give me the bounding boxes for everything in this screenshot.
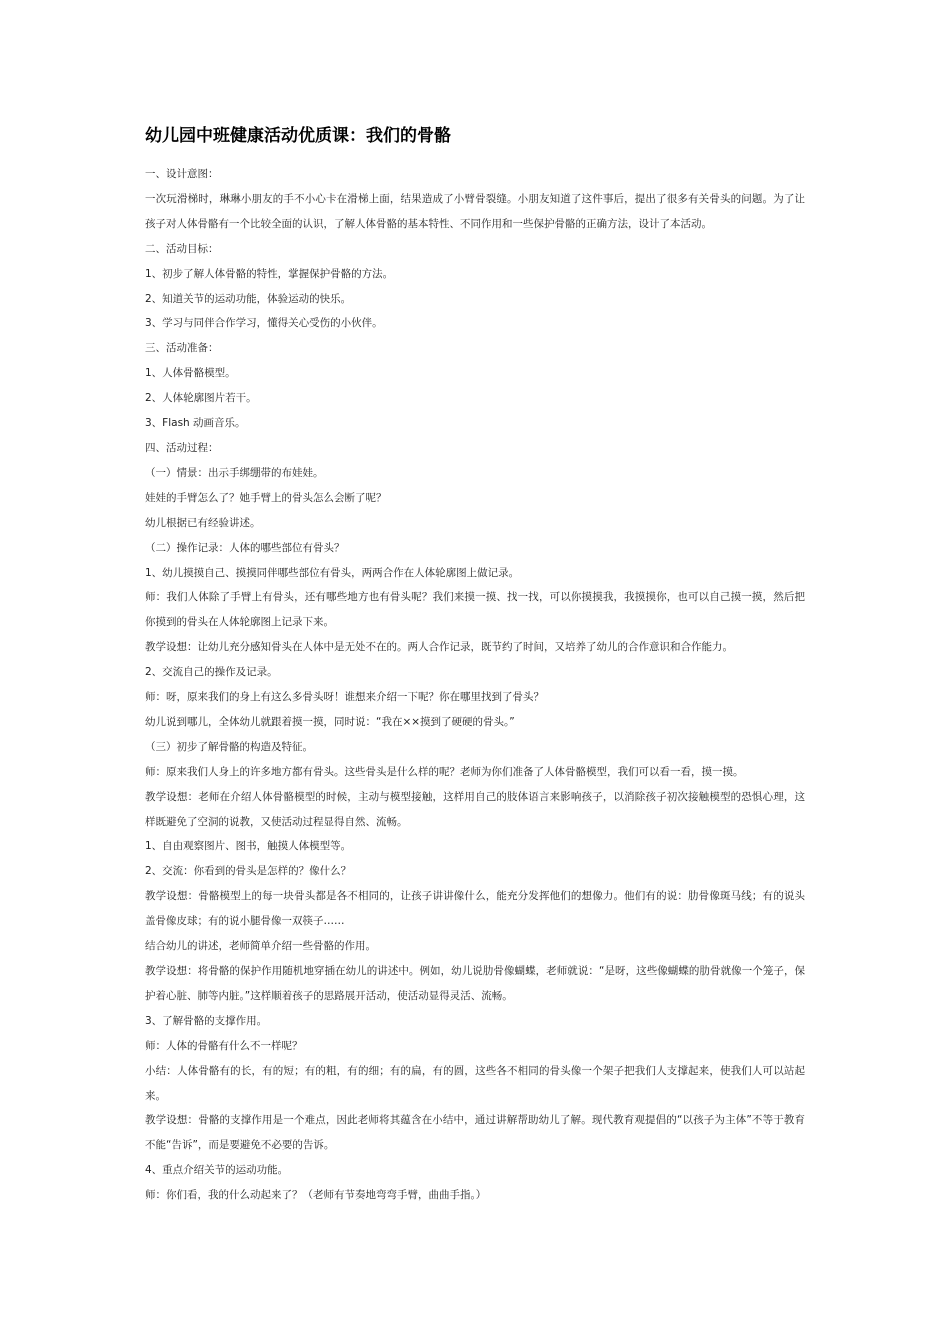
paragraph: 1、幼儿摸摸自己、摸摸同伴哪些部位有骨头，两两合作在人体轮廓图上做记录。 bbox=[145, 566, 520, 579]
paragraph: 一次玩滑梯时，琳琳小朋友的手不小心卡在滑梯上面，结果造成了小臂骨裂缝。小朋友知道了这件事后，提出了很多有关骨头的问题。为了让孩子对人体骨骼有一个比较全面的认识，了解人体骨骼的基本特性、不同作用和一些保护骨骼的正确方法，设计了本活动。 bbox=[145, 192, 805, 230]
paragraph: 幼儿说到哪儿，全体幼儿就跟着摸一摸，同时说：“我在××摸到了硬硬的骨头。” bbox=[145, 715, 515, 728]
paragraph: 教学设想：老师在介绍人体骨骼模型的时候，主动与模型接触，这样用自己的肢体语言来影响孩子，以消除孩子初次接触模型的恐惧心理，这样既避免了空洞的说教，又使活动过程显得自然、流畅。 bbox=[145, 790, 805, 828]
paragraph: 一、设计意图： bbox=[145, 168, 219, 180]
paragraph: （一）情景：出示手绑绷带的布娃娃。 bbox=[145, 466, 324, 479]
paragraph: 师：呀，原来我们的身上有这么多骨头呀！谁想来介绍一下呢？你在哪里找到了骨头？ bbox=[145, 691, 544, 704]
paragraph: 师：你们看，我的什么动起来了？（老师有节奏地弯弯手臂，曲曲手指。） bbox=[145, 1189, 487, 1202]
paragraph: 3、学习与同伴合作学习，懂得关心受伤的小伙伴。 bbox=[145, 317, 383, 330]
paragraph: 三、活动准备： bbox=[145, 342, 219, 355]
paragraph: 3、了解骨骼的支撑作用。 bbox=[145, 1014, 268, 1027]
paragraph: 师：原来我们人身上的许多地方都有骨头。这些骨头是什么样的呢？老师为你们准备了人体骨骼模型，我们可以看一看，摸一摸。 bbox=[145, 765, 744, 778]
document-title: 幼儿园中班健康活动优质课：我们的骨骼 bbox=[145, 126, 451, 146]
paragraph: 3、Flash 动画音乐。 bbox=[145, 417, 246, 430]
paragraph: 教学设想：骨骼的支撑作用是一个难点，因此老师将其蕴含在小结中，通过讲解帮助幼儿了解。现代教育观提倡的“以孩子为主体”不等于教育不能“告诉”，而是要避免不必要的告诉。 bbox=[145, 1114, 805, 1152]
paragraph: 小结：人体骨骼有的长，有的短；有的粗，有的细；有的扁，有的圆，这些各不相同的骨头像一个架子把我们人支撑起来，使我们人可以站起来。 bbox=[145, 1064, 805, 1102]
paragraph: 教学设想：让幼儿充分感知骨头在人体中是无处不在的。两人合作记录，既节约了时间，又培养了幼儿的合作意识和合作能力。 bbox=[145, 641, 733, 654]
paragraph: 四、活动过程： bbox=[145, 441, 219, 454]
paragraph: 2、知道关节的运动功能，体验运动的快乐。 bbox=[145, 292, 352, 305]
document-body bbox=[145, 162, 805, 1208]
paragraph: 4、重点介绍关节的运动功能。 bbox=[145, 1164, 289, 1177]
paragraph: 教学设想：骨骼模型上的每一块骨头都是各不相同的，让孩子讲讲像什么，能充分发挥他们的想像力。他们有的说：肋骨像斑马线；有的说头盖骨像皮球；有的说小腿骨像一双筷子…… bbox=[145, 890, 805, 928]
paragraph: 师：人体的骨骼有什么不一样呢？ bbox=[145, 1039, 303, 1052]
paragraph: 二、活动目标： bbox=[145, 242, 219, 255]
paragraph: 2、交流：你看到的骨头是怎样的？像什么？ bbox=[145, 865, 352, 878]
paragraph: 2、人体轮廓图片若干。 bbox=[145, 392, 257, 405]
paragraph: 幼儿根据已有经验讲述。 bbox=[145, 516, 261, 529]
paragraph: 2、交流自己的操作及记录。 bbox=[145, 666, 278, 679]
paragraph: 1、自由观察图片、图书，触摸人体模型等。 bbox=[145, 840, 352, 853]
paragraph: 1、人体骨骼模型。 bbox=[145, 367, 236, 380]
paragraph: （三）初步了解骨骼的构造及特征。 bbox=[145, 740, 313, 753]
paragraph: 1、初步了解人体骨骼的特性，掌握保护骨骼的方法。 bbox=[145, 267, 394, 280]
paragraph: 结合幼儿的讲述，老师简单介绍一些骨骼的作用。 bbox=[145, 940, 376, 953]
paragraph: （二）操作记录：人体的哪些部位有骨头？ bbox=[145, 541, 345, 554]
paragraph: 教学设想：将骨骼的保护作用随机地穿插在幼儿的讲述中。例如，幼儿说肋骨像蝴蝶，老师就说：“是呀，这些像蝴蝶的肋骨就像一个笼子，保护着心脏、肺等内脏。”这样顺着孩子的思路展开活动，使活动显得灵活、流畅。 bbox=[145, 965, 805, 1002]
paragraph: 娃娃的手臂怎么了？她手臂上的骨头怎么会断了呢？ bbox=[145, 491, 387, 504]
paragraph: 师：我们人体除了手臂上有骨头，还有哪些地方也有骨头呢？我们来摸一摸、找一找，可以你摸摸我，我摸摸你，也可以自己摸一摸，然后把你摸到的骨头在人体轮廓图上记录下来。 bbox=[145, 591, 805, 629]
